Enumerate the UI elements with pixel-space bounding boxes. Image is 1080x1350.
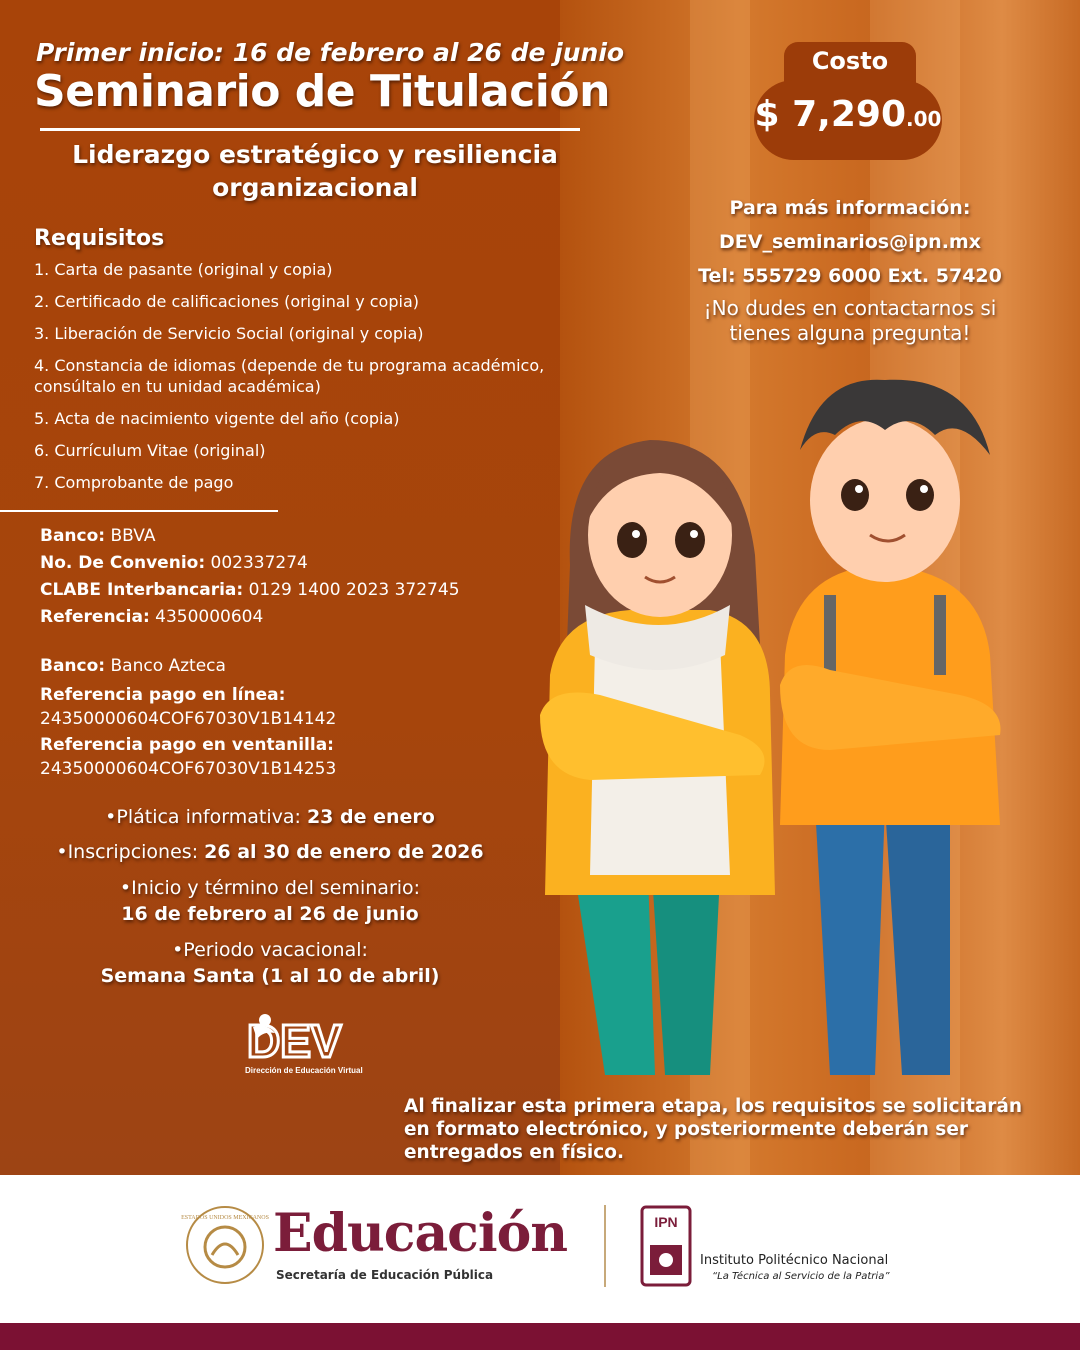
bank1-reference: Referencia: 4350000604	[40, 607, 264, 627]
contact-phone: Tel: 555729 6000 Ext. 57420	[698, 265, 1002, 287]
list-item: 3. Liberación de Servicio Social (original y copia)	[34, 324, 424, 343]
footer-divider	[604, 1205, 606, 1287]
list-item: 4. Constancia de idiomas (depende de tu programa académico, consúltalo en tu unidad académica)	[34, 356, 545, 396]
ipn-name: Instituto Politécnico Nacional	[700, 1253, 889, 1268]
contact-heading: Para más información:	[729, 197, 971, 219]
title-divider	[40, 128, 580, 131]
mexico-seal-icon	[176, 1203, 274, 1287]
bank1-name: Banco: BBVA	[40, 526, 156, 546]
bank1-agreement: No. De Convenio: 002337274	[40, 553, 308, 573]
list-item: 1. Carta de pasante (original y copia)	[34, 260, 333, 279]
footer-bar	[0, 1323, 1080, 1350]
first-start-date: Primer inicio: 16 de febrero al 26 de junio	[36, 38, 625, 67]
requirements-list	[34, 259, 594, 504]
list-item: 7. Comprobante de pago	[34, 473, 234, 492]
list-item: 5. Acta de nacimiento vigente del año (copia)	[34, 409, 400, 428]
vacation-period: •Periodo vacacional: Semana Santa (1 al 10 de abril)	[100, 939, 440, 987]
page-title: Seminario de Titulación	[34, 66, 610, 117]
info-talk: •Plática informativa: 23 de enero	[105, 806, 435, 828]
bank2-online-reference: Referencia pago en línea: 24350000604COF67030V1B14142	[40, 685, 337, 729]
boy-character-icon	[780, 380, 1001, 1075]
ipn-logo-text: IPN	[654, 1214, 678, 1230]
seal-text: ESTADOS UNIDOS MEXICANOS	[181, 1215, 269, 1221]
requirements-heading: Requisitos	[34, 226, 165, 251]
list-item: 6. Currículum Vitae (original)	[34, 441, 266, 460]
education-wordmark: Educación	[273, 1203, 568, 1264]
physical-delivery-note: Al finalizar esta primera etapa, los requisitos se solicitarán en formato electrónico, y posteriormente deberán ser entregados en físico.	[404, 1096, 1023, 1163]
contact-invite: ¡No dudes en contactarnos si tienes alguna pregunta!	[703, 296, 997, 345]
bank2-window-reference: Referencia pago en ventanilla: 24350000604COF67030V1B14253	[40, 735, 337, 779]
girl-character-icon	[540, 440, 775, 1075]
dev-logo	[245, 1005, 375, 1075]
dev-logo-text: DEV	[247, 1015, 342, 1067]
seminar-dates: •Inicio y término del seminario: 16 de febrero al 26 de junio	[119, 877, 421, 925]
contact-email[interactable]: DEV_seminarios@ipn.mx	[719, 231, 981, 253]
ipn-logo-icon	[640, 1205, 692, 1287]
seminar-subject: Liderazgo estratégico y resiliencia organizacional	[72, 140, 558, 202]
bank1-clabe: CLABE Interbancaria: 0129 1400 2023 372745	[40, 580, 460, 600]
cost-label: Costo	[811, 47, 889, 75]
list-item: 2. Certificado de calificaciones (original y copia)	[34, 292, 419, 311]
education-subtitle: Secretaría de Educación Pública	[276, 1268, 494, 1282]
cost-value: $ 7,290.00	[754, 94, 942, 135]
dev-logo-caption: Dirección de Educación Virtual	[245, 1066, 363, 1075]
characters-illustration	[530, 355, 1030, 1100]
bank2-name: Banco: Banco Azteca	[40, 656, 226, 676]
ipn-motto: “La Técnica al Servicio de la Patria”	[712, 1271, 890, 1282]
bank-divider	[0, 510, 278, 512]
enrollment-dates: •Inscripciones: 26 al 30 de enero de 2026	[56, 841, 484, 863]
